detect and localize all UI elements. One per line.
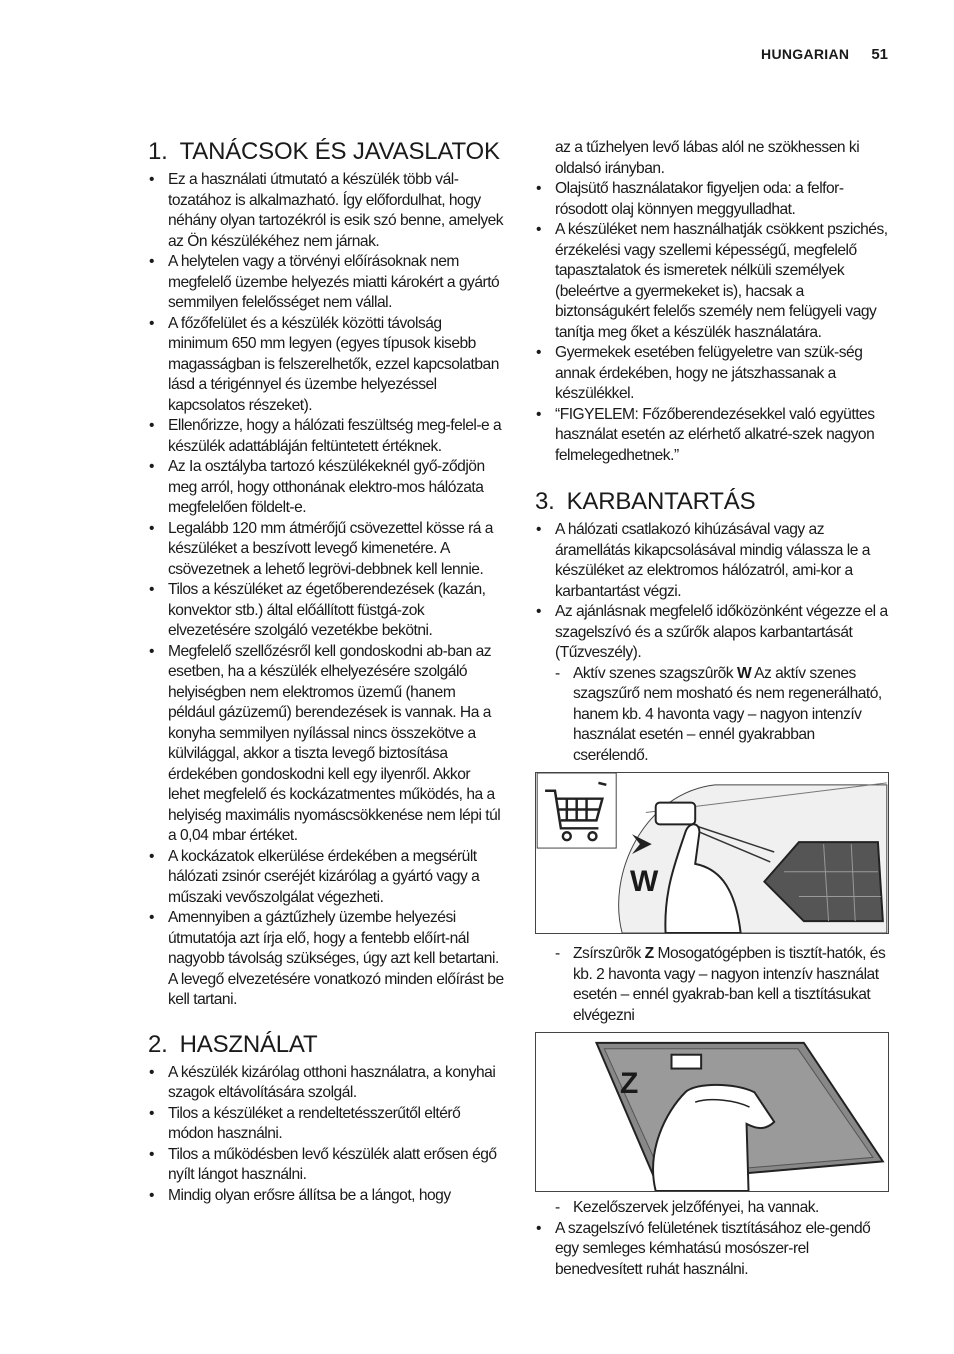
list-item: • Gyermekek esetében felügyeletre van szük-ség annak érdekében, hogy ne játszhassanak a készülékkel. — [535, 343, 893, 405]
section-maintenance — [535, 488, 893, 1280]
list-item: • Tilos a működésben levő készülék alatt erősen égő nyílt lángot használni. — [148, 1145, 504, 1186]
section-tips — [148, 138, 504, 1011]
section-heading: 1. TANÁCSOK ÉS JAVASLATOK — [148, 138, 500, 165]
bullet-list — [148, 170, 504, 1011]
list-item: • Ellenőrizze, hogy a hálózati feszültség meg-felel-e a készülék adattábláján feltüntetett értéknek. — [148, 416, 504, 457]
list-item: • Az Ia osztályba tartozó készülékeknél győ-ződjön meg arról, hogy otthonának elektro-mos hálózata megfelelően földelt-e. — [148, 457, 504, 519]
page-number: 51 — [871, 46, 888, 63]
carbon-filter-illustration — [535, 772, 889, 934]
list-item: • Tilos a készüléket az égetőberendezések (kazán, konvektor stb.) által előállított füstgá-zok elvezetésére szolgáló vezetékbe bekötni. — [148, 580, 504, 642]
list-item: • A szagelszívó felületének tisztításához ele-gendő egy semleges kémhatású mosószer-rel benedvesített ruhát használni. — [535, 1219, 893, 1281]
bullet-list-continued — [535, 138, 893, 466]
bullet-list — [148, 1063, 504, 1207]
right-column — [535, 138, 893, 1294]
grease-filter-drawing — [536, 1033, 888, 1191]
list-item: • “FIGYELEM: Főzőberendezésekkel való együttes használat esetén az elérhető alkatré-szek nagyon felmelegedhetnek.” — [535, 405, 893, 467]
list-item: • A főzőfelület és a készülék közötti távolság minimum 650 mm legyen (egyes típusok kisebb magasságban is felszerelhetők, ezzel kapcsolatban lásd a térigénnyel és üzembe helyezéssel kapcsolatos részeket). — [148, 314, 504, 417]
section-usage — [148, 1031, 504, 1207]
bullet-list — [535, 1198, 893, 1280]
filter-w-label: W — [630, 865, 659, 898]
sub-item-control-lights: - Kezelőszervek jelzőfényei, ha vannak. — [535, 1198, 893, 1219]
list-item: • A helytelen vagy a törvényi előírásoknak nem megfelelő üzembe helyezés miatti károkért a gyártó semmilyen felelősséget nem vállal. — [148, 252, 504, 314]
list-item: • A hálózati csatlakozó kihúzásával vagy az áramellátás kikapcsolásával mindig válassza le a készüléket az elektromos hálózatról, ami-kor a karbantartást végzi. — [535, 520, 893, 602]
sub-item-grease-filter: - Zsírszûrõk Z Mosogatógépben is tisztít-hatók, és kb. 2 havonta vagy – nagyon intenzív használat esetén – ennél gyakrab-ban kell a tisztításukat elvégezni — [535, 944, 893, 1026]
list-item: • Az ajánlásnak megfelelő időközönként végezze el a szagelszívó és a szűrők alapos karbantartását (Tűzveszély). — [535, 602, 893, 664]
bullet-list — [535, 520, 893, 766]
bullet-list — [535, 944, 893, 1026]
grease-filter-illustration — [535, 1032, 889, 1192]
filter-z-label: Z — [620, 1067, 639, 1100]
list-item: • A készülék kizárólag otthoni használatra, a konyhai szagok eltávolítására szolgál. — [148, 1063, 504, 1104]
section-heading: 2. HASZNÁLAT — [148, 1030, 318, 1058]
list-item: • Megfelelő szellőzésről kell gondoskodni ab-ban az esetben, ha a készülék elhelyezésére szolgáló helyiségben nem elektromos üzemű (hanem például gázüzemű) berendezések is vannak. Ha a konyha semmilyen nyílással nincs összekötve a külvilággal, akkor a tiszta levegő biztosítása érdekében gondoskodni kell egy ilyenről. Akkor lehet megfelelő és kockázatmentes működés, ha a helyiség maximális nyomáscsökkenése nem lépi túl a 0,04 mbar értéket. — [148, 642, 504, 847]
section-heading: 3. KARBANTARTÁS — [535, 488, 756, 515]
language-label: HUNGARIAN — [761, 46, 850, 62]
list-item: • Ez a használati útmutató a készülék több vál-tozatához is alkalmazható. Így előfordulhat, hogy néhány olyan tartozékról is esik szó benne, amelyek az Ön készülékéhez nem járnak. — [148, 170, 504, 252]
list-item: • Legalább 120 mm átmérőjű csövezettel kösse rá a készüléket a beszívott levegő kimenetére. A csövezetnek a lehető legrövi-debbnek kell lennie. — [148, 519, 504, 581]
list-item-continued: az a tűzhelyen levő lábas alól ne szökhessen ki oldalsó irányban. — [555, 139, 860, 177]
page-header — [761, 46, 888, 63]
list-item: • Tilos a készüléket a rendeltetésszerűtől eltérő módon használni. — [148, 1104, 504, 1145]
list-item: • Olajsütő használatakor figyeljen oda: a felfor-rósodott olaj könnyen meggyulladhat. — [535, 179, 893, 220]
carbon-filter-drawing — [536, 773, 888, 933]
sub-item-carbon-filter: - Aktív szenes szagszûrõk W Az aktív szenes szagszűrő nem mosható és nem regenerálható, hanem kb. 4 havonta vagy – nagyon intenzív használat esetén – ennél gyakrabban cserélendő. — [535, 664, 893, 767]
left-column — [148, 138, 504, 1220]
list-item: • A kockázatok elkerülése érdekében a megsérült hálózati zsinór cseréjét kizárólag a gyártó vagy a műszaki vevőszolgálat végezheti. — [148, 847, 504, 909]
list-item: • Amennyiben a gáztűzhely üzembe helyezési útmutatója azt írja elő, hogy a fentebb előírt-nál nagyobb távolság szükséges, úgy azt kell betartani. A levegő elvezetésére vonatkozó minden előírást be kell tartani. — [148, 908, 504, 1011]
list-item: • Mindig olyan erősre állítsa be a lángot, hogy — [148, 1186, 504, 1207]
list-item: • A készüléket nem használhatják csökkent pszichés, érzékelési vagy szellemi képességű, megfelelő tapasztalatok és ismeretek nélküli személyek (beleértve a gyermekeket is), hacsak a biztonságukért felelős személy nem felügyeli vagy tanítja meg őket a készülék használatára. — [535, 220, 893, 343]
